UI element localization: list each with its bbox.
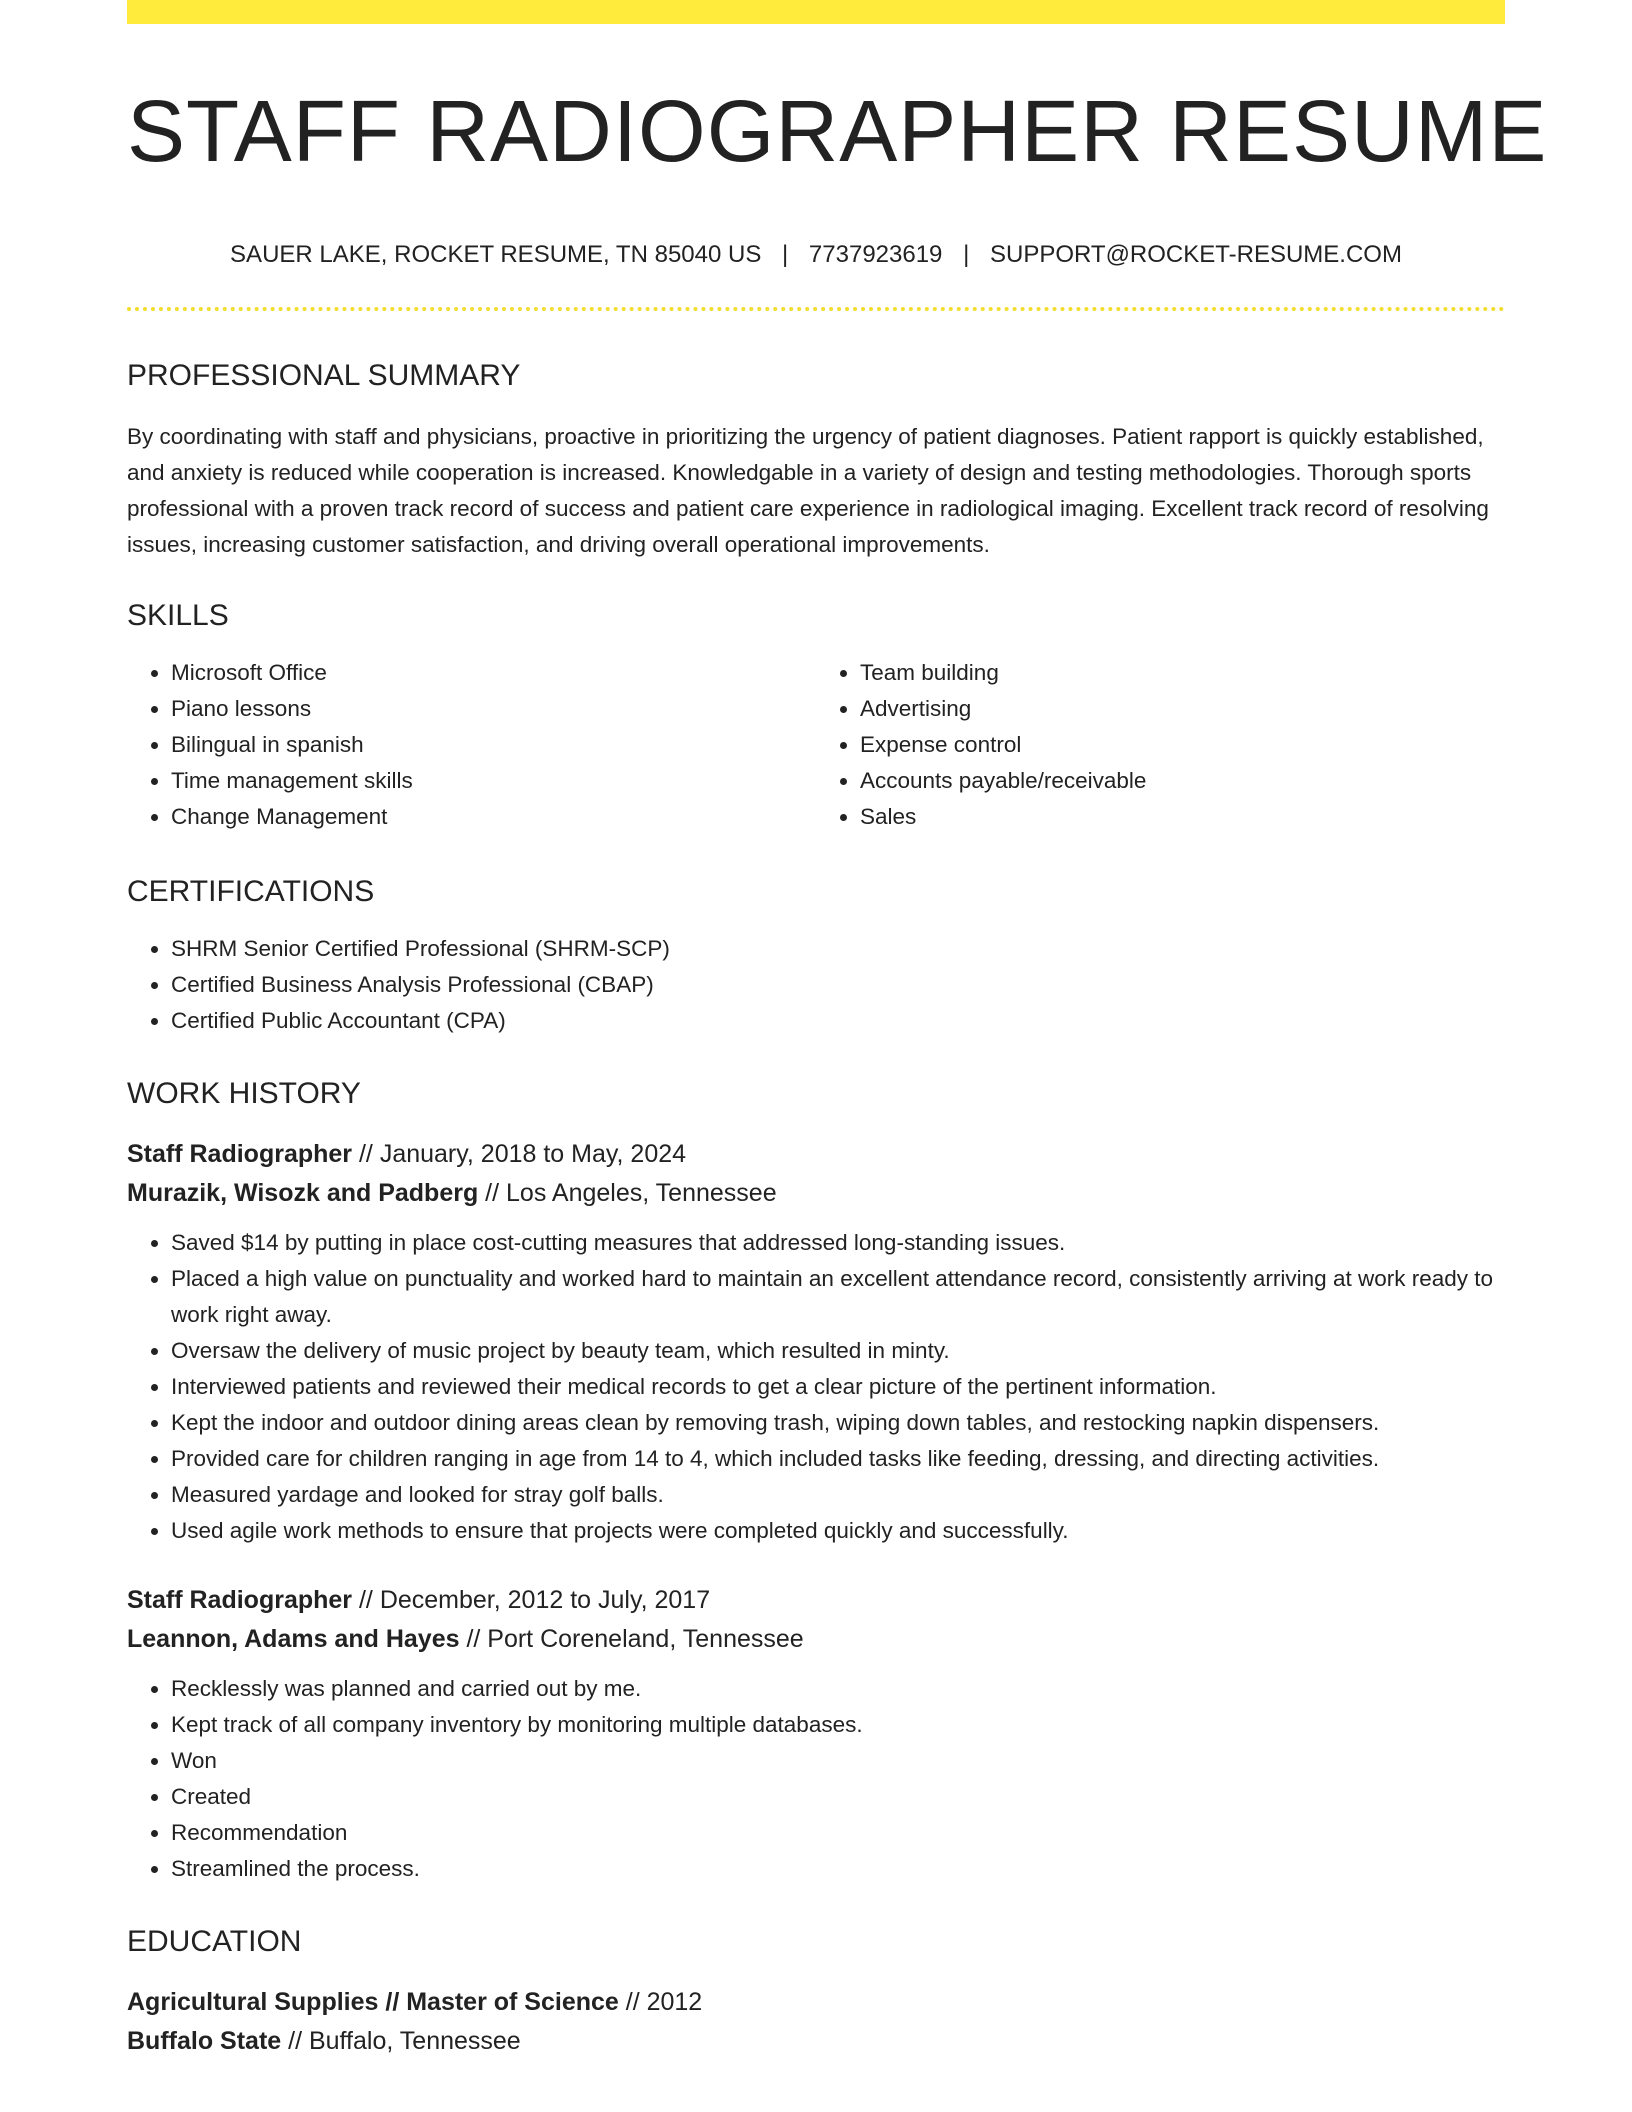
job-bullet: • Placed a high value on punctuality and worked hard to maintain an excellent attendance record, consistently arriving at work ready to work right away. xyxy=(171,1261,1505,1333)
accent-bar xyxy=(127,0,1505,24)
job-title-line xyxy=(127,1581,1505,1620)
job-bullet: • Created xyxy=(171,1779,1505,1815)
skill-item: • Piano lessons xyxy=(171,691,816,727)
skill-item: • Bilingual in spanish xyxy=(171,727,816,763)
education-heading: EDUCATION xyxy=(127,1925,302,1958)
resume-page xyxy=(127,0,1548,2061)
education-year: // 2012 xyxy=(618,1988,703,2016)
contact-phone: 7737923619 xyxy=(808,241,943,268)
certification-item: • Certified Public Accountant (CPA) xyxy=(171,1003,1505,1039)
skill-item: • Advertising xyxy=(860,691,1505,727)
job-bullet: • Measured yardage and looked for stray golf balls. xyxy=(171,1477,1505,1513)
skills-list-left xyxy=(127,655,816,835)
contact-email: SUPPORT@ROCKET-RESUME.COM xyxy=(989,241,1402,268)
skills-heading: SKILLS xyxy=(127,599,229,632)
certification-item: • SHRM Senior Certified Professional (SHRM-SCP) xyxy=(171,931,1505,967)
education-school-line xyxy=(127,2022,1505,2061)
skill-item: • Time management skills xyxy=(171,763,816,799)
skills-list-right xyxy=(816,655,1505,835)
education-school: Buffalo State xyxy=(127,2027,282,2055)
contact-separator: | xyxy=(963,241,970,268)
job-bullet-list xyxy=(127,1225,1505,1549)
job-bullet: • Provided care for children ranging in age from 14 to 4, which included tasks like feeding, dressing, and directing activities. xyxy=(171,1441,1505,1477)
work-history-heading: WORK HISTORY xyxy=(127,1077,361,1110)
contact-address: SAUER LAKE, ROCKET RESUME, TN 85040 US xyxy=(230,241,762,268)
job-bullet-list xyxy=(127,1671,1505,1887)
job-bullet: • Oversaw the delivery of music project by beauty team, which resulted in minty. xyxy=(171,1333,1505,1369)
skill-item: • Expense control xyxy=(860,727,1505,763)
job-bullet: • Streamlined the process. xyxy=(171,1851,1505,1887)
skill-item: • Accounts payable/receivable xyxy=(860,763,1505,799)
job-location: // Port Coreneland, Tennessee xyxy=(459,1625,804,1653)
education-degree-line xyxy=(127,1983,1505,2022)
job-location: // Los Angeles, Tennessee xyxy=(478,1179,777,1207)
job-title: Staff Radiographer xyxy=(127,1140,353,1168)
skills-columns xyxy=(127,655,1505,835)
job-company-line xyxy=(127,1620,1505,1659)
job-bullet: • Recklessly was planned and carried out by me. xyxy=(171,1671,1505,1707)
skill-item: • Change Management xyxy=(171,799,816,835)
job-bullet: • Used agile work methods to ensure that projects were completed quickly and successfully. xyxy=(171,1513,1505,1549)
dotted-divider xyxy=(127,307,1505,311)
job-bullet: • Won xyxy=(171,1743,1505,1779)
job-bullet: • Interviewed patients and reviewed their medical records to get a clear picture of the pertinent information. xyxy=(171,1369,1505,1405)
job-dates: // January, 2018 to May, 2024 xyxy=(352,1140,687,1168)
job-bullet: • Kept track of all company inventory by monitoring multiple databases. xyxy=(171,1707,1505,1743)
job-dates: // December, 2012 to July, 2017 xyxy=(352,1586,711,1614)
job-title: Staff Radiographer xyxy=(127,1586,353,1614)
certifications-heading: CERTIFICATIONS xyxy=(127,875,375,908)
job-bullet: • Recommendation xyxy=(171,1815,1505,1851)
education-degree: Agricultural Supplies // Master of Science xyxy=(127,1988,619,2016)
job-title-line xyxy=(127,1135,1505,1174)
summary-text: By coordinating with staff and physicians, proactive in prioritizing the urgency of patient diagnoses. Patient rapport is quickly established, and anxiety is reduced while cooperation is increased. Knowledgable in a variety of design and testing methodologies. Thorough sports professional with a proven track record of success and patient care experience in radiological imaging. Excellent track record of resolving issues, increasing customer satisfaction, and driving overall operational improvements. xyxy=(127,424,1489,557)
job-company-line xyxy=(127,1174,1505,1213)
education-location: // Buffalo, Tennessee xyxy=(281,2027,521,2055)
contact-line xyxy=(127,243,1505,267)
job-bullet: • Kept the indoor and outdoor dining areas clean by removing trash, wiping down tables, and restocking napkin dispensers. xyxy=(171,1405,1505,1441)
job-bullet: • Saved $14 by putting in place cost-cutting measures that addressed long-standing issues. xyxy=(171,1225,1505,1261)
skill-item: • Sales xyxy=(860,799,1505,835)
contact-separator: | xyxy=(782,241,789,268)
certification-item: • Certified Business Analysis Professional (CBAP) xyxy=(171,967,1505,1003)
summary-heading: PROFESSIONAL SUMMARY xyxy=(127,359,521,392)
skill-item: • Microsoft Office xyxy=(171,655,816,691)
job-company: Murazik, Wisozk and Padberg xyxy=(127,1179,479,1207)
certifications-list xyxy=(127,931,1505,1039)
resume-title: STAFF RADIOGRAPHER RESUME xyxy=(127,83,1548,180)
skill-item: • Team building xyxy=(860,655,1505,691)
job-company: Leannon, Adams and Hayes xyxy=(127,1625,460,1653)
